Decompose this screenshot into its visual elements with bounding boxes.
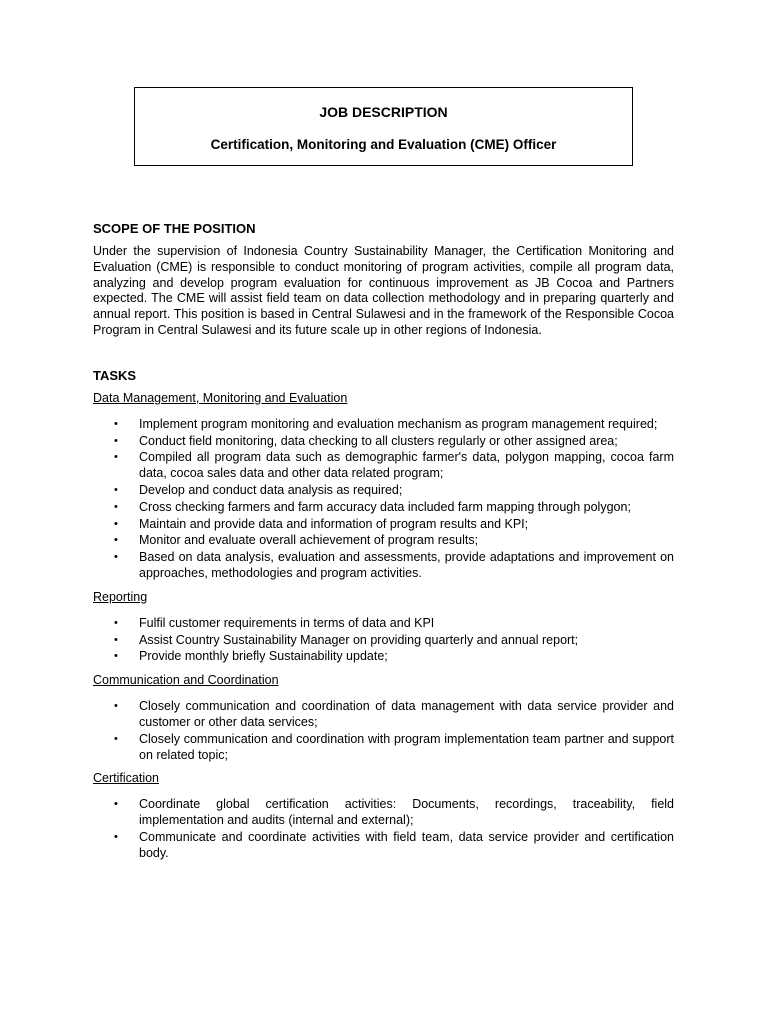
task-item-text: Fulfil customer requirements in terms of data and KPI (139, 615, 435, 630)
document-body (93, 221, 674, 869)
task-list-item (93, 699, 674, 731)
bullet-icon: • (114, 534, 118, 547)
bullet-icon: • (114, 500, 118, 513)
task-list (93, 699, 674, 763)
task-list-item (93, 649, 674, 665)
task-item-text: Maintain and provide data and information of program results and KPI; (139, 516, 529, 531)
task-item-text: Implement program monitoring and evaluation mechanism as program management required; (139, 416, 658, 431)
task-item-text: Provide monthly briefly Sustainability update; (139, 649, 388, 664)
task-list-item (93, 417, 674, 433)
task-list (93, 417, 674, 582)
task-list-item (93, 616, 674, 632)
task-sections (93, 390, 674, 869)
task-section-title: Data Management, Monitoring and Evaluation (93, 390, 348, 405)
task-section-title: Certification (93, 771, 159, 786)
task-section-title: Communication and Coordination (93, 673, 279, 688)
bullet-icon: • (114, 633, 118, 646)
task-list-item (93, 500, 674, 516)
task-item-text: Compiled all program data such as demographic farmer's data, polygon mapping, cocoa farm data, cocoa sales data and other data related program; (139, 450, 674, 481)
bullet-icon: • (114, 798, 118, 811)
bullet-icon: • (114, 650, 118, 663)
bullet-icon: • (114, 483, 118, 496)
scope-paragraph: Under the supervision of Indonesia Country Sustainability Manager, the Certification Monitoring and Evaluation (CME) is responsible to conduct monitoring of program activities, compile all program data, analyzing and develop program evaluation for continuous improvement as JB Cocoa and Partners expected. The CME will assist field team on data collection methodology and in preparing quarterly and annual report. This position is based in Central Sulawesi and in the framework of the Responsible Cocoa Program in Central Sulawesi and its future scale up in other regions of Indonesia. (93, 244, 674, 337)
task-list-item (93, 517, 674, 533)
tasks-heading: TASKS (93, 367, 137, 383)
title-box (134, 87, 633, 166)
task-item-text: Coordinate global certification activities: Documents, recordings, traceability, field implementation and audits (internal and external); (139, 797, 674, 828)
task-list (93, 797, 674, 861)
task-item-text: Monitor and evaluate overall achievement of program results; (139, 533, 479, 548)
bullet-icon: • (114, 451, 118, 464)
bullet-icon: • (114, 417, 118, 430)
task-item-text: Communicate and coordinate activities with field team, data service provider and certification body. (139, 829, 674, 860)
task-item-text: Conduct field monitoring, data checking to all clusters regularly or other assigned area; (139, 433, 618, 448)
bullet-icon: • (114, 700, 118, 713)
bullet-icon: • (114, 517, 118, 530)
bullet-icon: • (114, 616, 118, 629)
bullet-icon: • (114, 830, 118, 843)
position-title: Certification, Monitoring and Evaluation (CME) Officer (210, 137, 557, 152)
bullet-icon: • (114, 434, 118, 447)
task-list-item (93, 633, 674, 649)
task-list-item (93, 830, 674, 862)
bullet-icon: • (114, 551, 118, 564)
task-list-item (93, 483, 674, 499)
task-list (93, 616, 674, 665)
bullet-icon: • (114, 732, 118, 745)
task-section-title: Reporting (93, 589, 148, 604)
task-list-item (93, 434, 674, 450)
task-item-text: Develop and conduct data analysis as required; (139, 482, 403, 497)
task-list-item (93, 797, 674, 829)
task-list-item (93, 533, 674, 549)
task-item-text: Closely communication and coordination with program implementation team partner and support on related topic; (139, 731, 674, 762)
task-list-item (93, 550, 674, 582)
scope-heading: SCOPE OF THE POSITION (93, 221, 256, 236)
document-title: JOB DESCRIPTION (319, 104, 448, 120)
task-item-text: Based on data analysis, evaluation and assessments, provide adaptations and improvement on approaches, methodologies and program activities. (139, 550, 674, 580)
task-item-text: Closely communication and coordination of data management with data service provider and customer or other data services; (139, 699, 674, 729)
task-list-item (93, 732, 674, 764)
task-item-text: Assist Country Sustainability Manager on providing quarterly and annual report; (139, 632, 579, 647)
task-item-text: Cross checking farmers and farm accuracy data included farm mapping through polygon; (139, 499, 631, 514)
task-list-item (93, 450, 674, 482)
